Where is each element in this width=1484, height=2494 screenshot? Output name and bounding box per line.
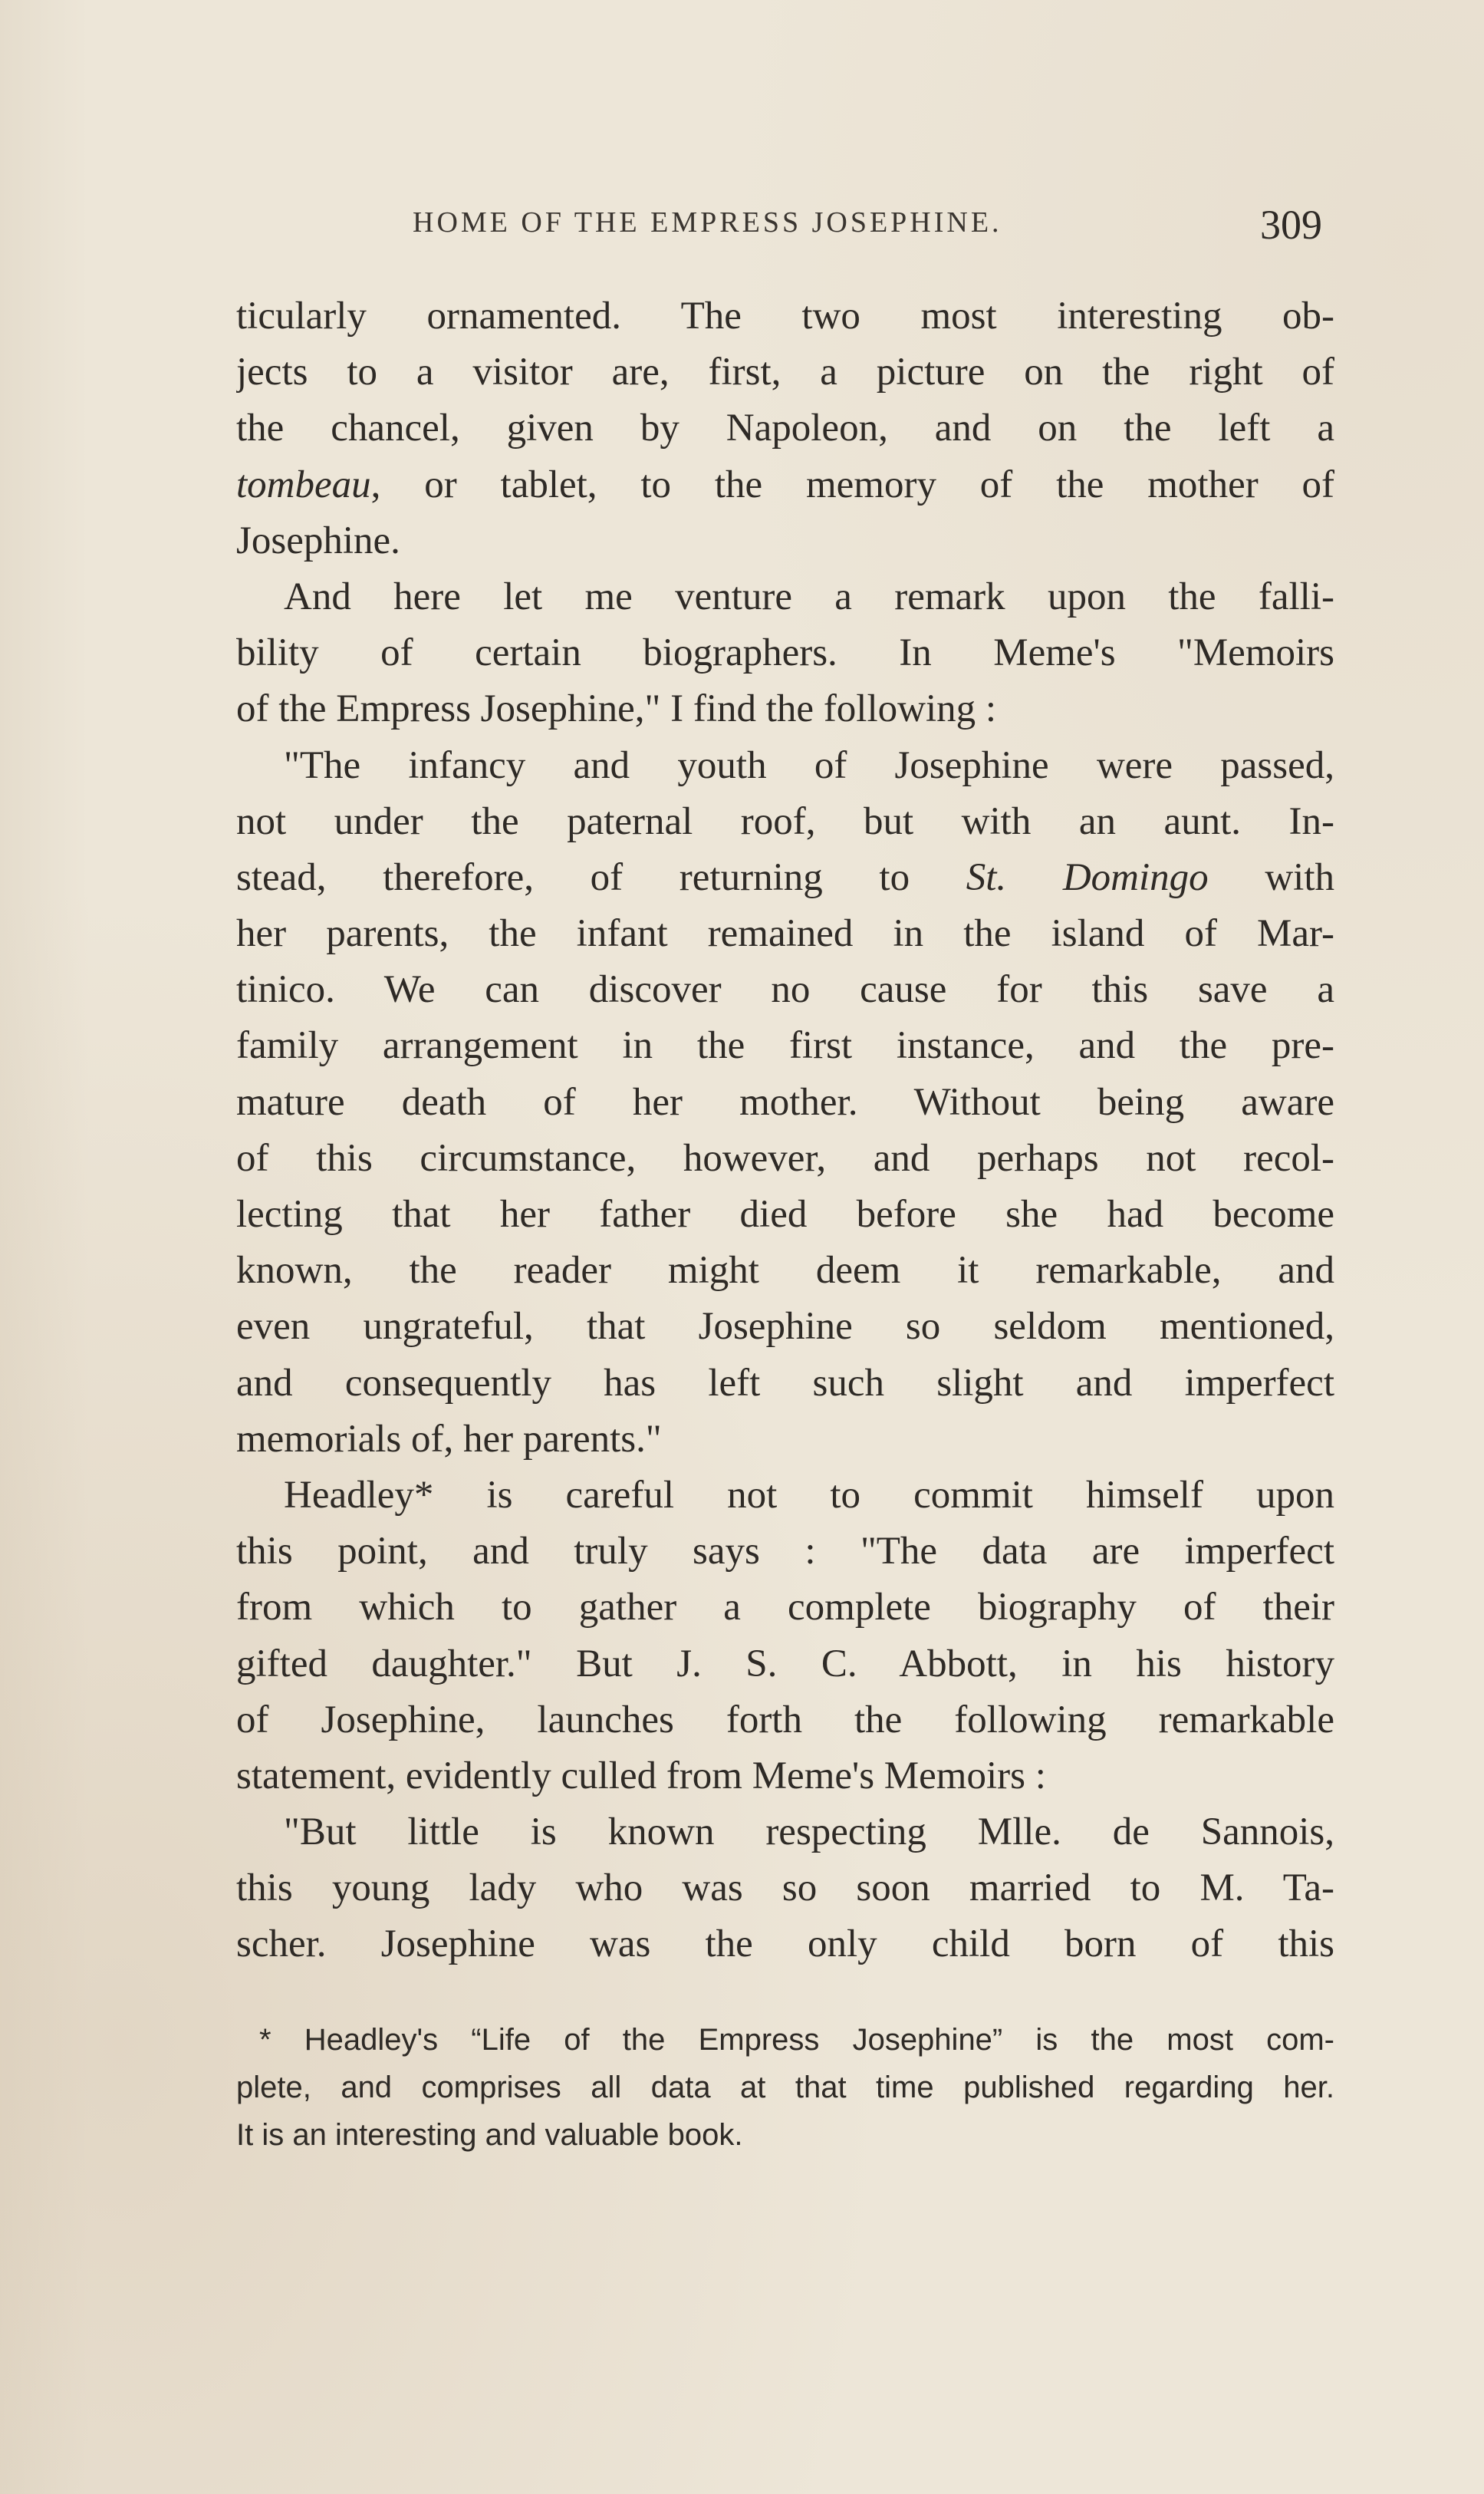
text-line xyxy=(236,850,1334,906)
text-run: stead, therefore, of returning to xyxy=(236,855,966,899)
text-line: gifted daughter." But J. S. C. Abbott, in his history xyxy=(236,1642,1334,1685)
text-line: lecting that her father died before she had become xyxy=(236,1193,1334,1236)
body-text xyxy=(236,288,1334,1973)
paragraph-first-line: Headley* is careful not to commit himself upon xyxy=(284,1473,1334,1517)
text-line: statement, evidently culled from Meme's Memoirs : xyxy=(236,1754,1046,1797)
footnote xyxy=(236,2016,1334,2159)
text-line: jects to a visitor are, first, a picture on the right of xyxy=(236,351,1334,394)
text-line: mature death of her mother. Without being aware xyxy=(236,1080,1334,1124)
text-line: from which to gather a complete biography of their xyxy=(236,1586,1334,1629)
text-line: not under the paternal roof, but with an aunt. In- xyxy=(236,799,1334,843)
text-line: tinico. We can discover no cause for this save a xyxy=(236,968,1334,1012)
text-line: known, the reader might deem it remarkable, and xyxy=(236,1249,1334,1293)
paragraph-first-line: "But little is known respecting Mlle. de Sannois, xyxy=(284,1810,1334,1854)
footnote-line: It is an interesting and valuable book. xyxy=(236,2118,743,2152)
text-run: , or tablet, to the memory of the mother of xyxy=(370,463,1334,506)
text-line: of this circumstance, however, and perhaps not recol- xyxy=(236,1136,1334,1180)
text-line: the chancel, given by Napoleon, and on the left a xyxy=(236,407,1334,450)
paragraph-first-line: And here let me venture a remark upon the falli- xyxy=(284,575,1334,618)
text-run: with xyxy=(1208,855,1334,899)
italic-place-name: St. Domingo xyxy=(966,855,1209,899)
footnote-line: * Headley's “Life of the Empress Josephine” is the most com- xyxy=(259,2023,1334,2057)
text-line: memorials of, her parents." xyxy=(236,1417,662,1461)
text-line: even ungrateful, that Josephine so seldom mentioned, xyxy=(236,1305,1334,1349)
text-line: ticularly ornamented. The two most interesting ob- xyxy=(236,295,1334,338)
text-line: bility of certain biographers. In Meme's "Memoirs xyxy=(236,631,1334,675)
running-title: HOME OF THE EMPRESS JOSEPHINE. xyxy=(413,206,1002,239)
text-line: her parents, the infant remained in the island of Mar- xyxy=(236,912,1334,956)
text-line xyxy=(236,457,1334,513)
text-line: Josephine. xyxy=(236,519,400,562)
text-line: and consequently has left such slight and imperfect xyxy=(236,1361,1334,1405)
text-line: of Josephine, launches forth the following remarkable xyxy=(236,1698,1334,1741)
italic-word: tombeau xyxy=(236,463,371,506)
text-line: family arrangement in the first instance, and the pre- xyxy=(236,1024,1334,1068)
paragraph-first-line: "The infancy and youth of Josephine were passed, xyxy=(284,743,1334,787)
text-line: this young lady who was so soon married to M. Ta- xyxy=(236,1866,1334,1910)
page-number: 309 xyxy=(1260,202,1322,248)
text-line: scher. Josephine was the only child born of this xyxy=(236,1922,1334,1966)
text-line: this point, and truly says : "The data are imperfect xyxy=(236,1530,1334,1573)
text-line: of the Empress Josephine," I find the following : xyxy=(236,687,997,731)
footnote-line: plete, and comprises all data at that time published regarding her. xyxy=(236,2071,1334,2104)
